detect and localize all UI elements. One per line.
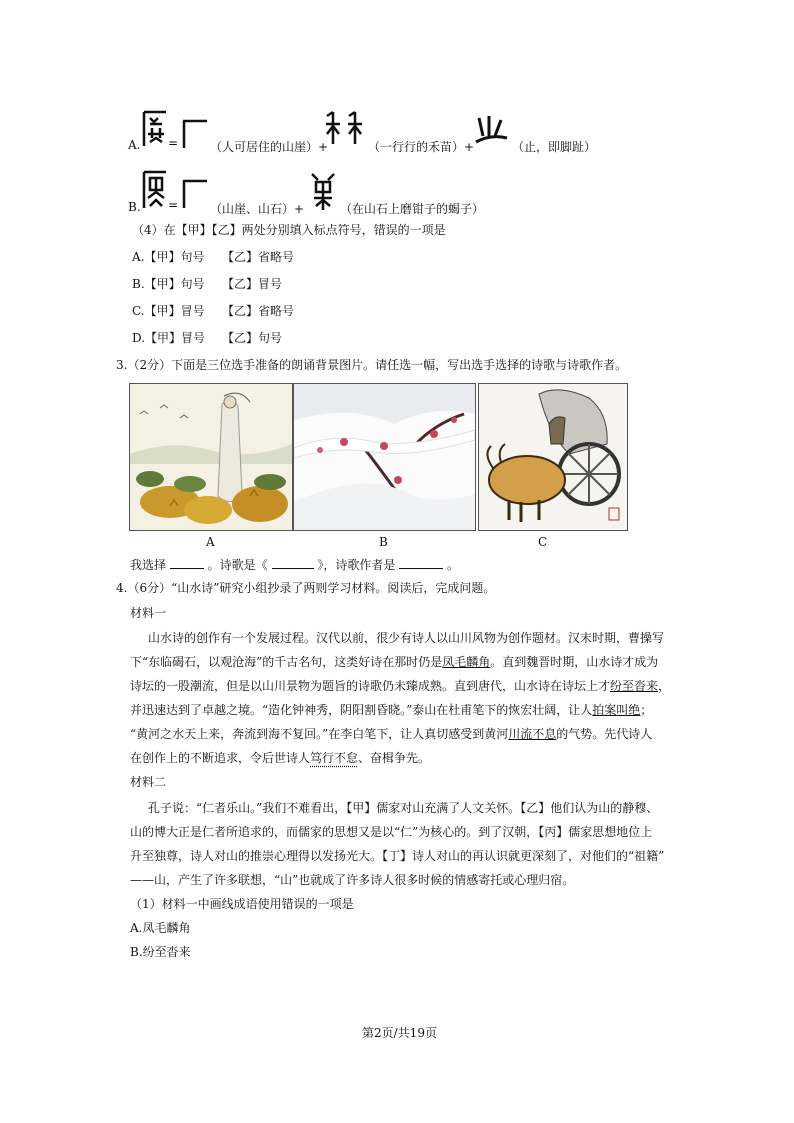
seal-glyph-li-icon [140, 108, 170, 150]
seal-glyph-scorpion-icon [308, 170, 338, 212]
option-b-equals: = [168, 198, 179, 212]
option-a-row [128, 108, 648, 153]
picture-c [478, 383, 628, 531]
seal-glyph-cliff2-icon [180, 178, 210, 210]
idiom-chuanliubuxi: 川流不息 [508, 727, 557, 741]
q4-option-a-label: A.【甲】句号 [132, 250, 205, 264]
author-blank[interactable] [399, 556, 443, 569]
m1-line-2 [130, 654, 658, 670]
poem-blank[interactable] [272, 556, 314, 569]
q4-option-d-b: 【乙】句号 [222, 331, 283, 345]
option-b-part2: （在山石上磨钳子的蝎子） [340, 202, 485, 216]
q3-answer-p4: 。 [447, 558, 460, 572]
m1-line-5b: 的气势。先代诗人 [556, 727, 653, 741]
picture-b [293, 383, 476, 531]
q4-option-c-b: 【乙】省略号 [222, 304, 295, 318]
q3-answer-p2: 。诗歌是《 [207, 558, 268, 572]
page-footer: 第2页/共19页 [362, 1026, 437, 1040]
option-b-part1: （山崖、山石）+ [210, 202, 305, 216]
option-a-part1: （人可居住的山崖）+ [210, 140, 329, 154]
seal-glyph-foot-icon [473, 114, 509, 148]
option-b-row [128, 168, 648, 216]
q3-answer-line [130, 556, 459, 573]
material-one-title: 材料一 [130, 606, 167, 620]
sub1-option-b[interactable]: B.纷至沓来 [130, 945, 191, 959]
q4-option-c-label: C.【甲】冒号 [132, 304, 205, 318]
q3-answer-p1: 我选择 [130, 558, 167, 572]
q4-stem: （4）在【甲】【乙】两处分别填入标点符号，错误的一项是 [132, 223, 446, 237]
seal-glyph-cliff-icon [180, 118, 210, 150]
seal-glyph-crops-icon [323, 110, 365, 146]
m1-line-3 [130, 678, 670, 694]
picture-c-art [479, 384, 627, 530]
picture-b-art [294, 384, 475, 530]
option-a-part3: （止，即脚趾） [512, 140, 597, 154]
m1-line-5 [130, 726, 652, 742]
seal-glyph-li2-icon [140, 168, 170, 212]
m2-line-1: 孔子说：“仁者乐山。”我们不难看出，【甲】儒家对山充满了人文关怀。【乙】他们认为山的静穆、 [148, 801, 659, 815]
caption-c: C [538, 535, 548, 549]
m1-line-2b: 。直到魏晋时期，山水诗才成为 [490, 655, 659, 669]
m1-line-6b: 、奋楫争先。 [358, 751, 431, 765]
picture-a [129, 383, 293, 531]
option-a-equals: = [168, 136, 179, 150]
q4-option-d-label: D.【甲】冒号 [132, 331, 206, 345]
option-a-part2: （一行行的禾苗）+ [368, 140, 475, 154]
m1-line-2a: 下“东临碣石，以观沧海”的千古名句，这类好诗在那时仍是 [130, 655, 443, 669]
m1-line-4b: ； [640, 703, 653, 717]
option-b-prefix: B. [128, 200, 141, 214]
m1-line-4 [130, 702, 652, 718]
q3-answer-p3: 》，诗歌作者是 [317, 558, 396, 572]
q3-stem: 3.（2分）下面是三位选手准备的朗诵背景图片。请任选一幅，写出选手选择的诗歌与诗歌作者。 [116, 358, 628, 372]
m1-line-1: 山水诗的创作有一个发展过程。汉代以前，很少有诗人以山川风物为创作题材。汉末时期，曹操写 [148, 631, 665, 645]
m2-line-3: 升至独尊，诗人对山的推崇心理得以发扬光大。【丁】诗人对山的再认识就更深刻了，对他们的“祖籍” [130, 849, 665, 863]
caption-b: B [379, 535, 388, 549]
q4-option-b-label: B.【甲】句号 [132, 277, 205, 291]
m1-line-4a: 并迅速达到了卓越之境。“造化钟神秀，阴阳割昏晓。”泰山在杜甫笔下的恢宏壮阔，让人 [130, 703, 593, 717]
picture-a-art [130, 384, 292, 530]
m1-line-5a: “黄河之水天上来，奔流到海不复回。”在李白笔下，让人真切感受到黄河 [130, 727, 509, 741]
m1-line-3b: ， [658, 679, 671, 693]
idiom-duxingbudai: 笃行不怠 [310, 751, 359, 765]
m1-line-6 [130, 750, 430, 766]
option-a-prefix: A. [128, 138, 141, 152]
sub1-option-a[interactable]: A.凤毛麟角 [130, 921, 191, 935]
q4-main-stem: 4.（6分）“山水诗”研究小组抄录了两则学习材料。阅读后，完成问题。 [116, 581, 496, 595]
choice-blank[interactable] [170, 556, 204, 569]
idiom-fengmaolinjiao: 凤毛麟角 [442, 655, 491, 669]
sub1-stem: （1）材料一中画线成语使用错误的一项是 [130, 897, 354, 911]
m1-line-3a: 诗坛的一股潮流，但是以山川景物为题旨的诗歌仍未臻成熟。直到唐代，山水诗在诗坛上才 [130, 679, 611, 693]
idiom-paianjiaojue: 拍案叫绝 [592, 703, 641, 717]
m1-line-6a: 在创作上的不断追求，令后世诗人 [130, 751, 311, 765]
material-two-title: 材料二 [130, 775, 167, 789]
idiom-fenzhitalai: 纷至沓来 [610, 679, 659, 693]
m2-line-4: ——山，产生了许多联想，“山”也就成了许多诗人很多时候的情感寄托或心理归宿。 [130, 873, 575, 887]
caption-a: A [206, 535, 215, 549]
m2-line-2: 山的博大正是仁者所追求的，而儒家的思想又是以“仁”为核心的。到了汉朝，【丙】儒家思想地位上 [130, 825, 653, 839]
q4-option-a-b: 【乙】省略号 [222, 250, 295, 264]
q4-option-b-b: 【乙】冒号 [222, 277, 283, 291]
